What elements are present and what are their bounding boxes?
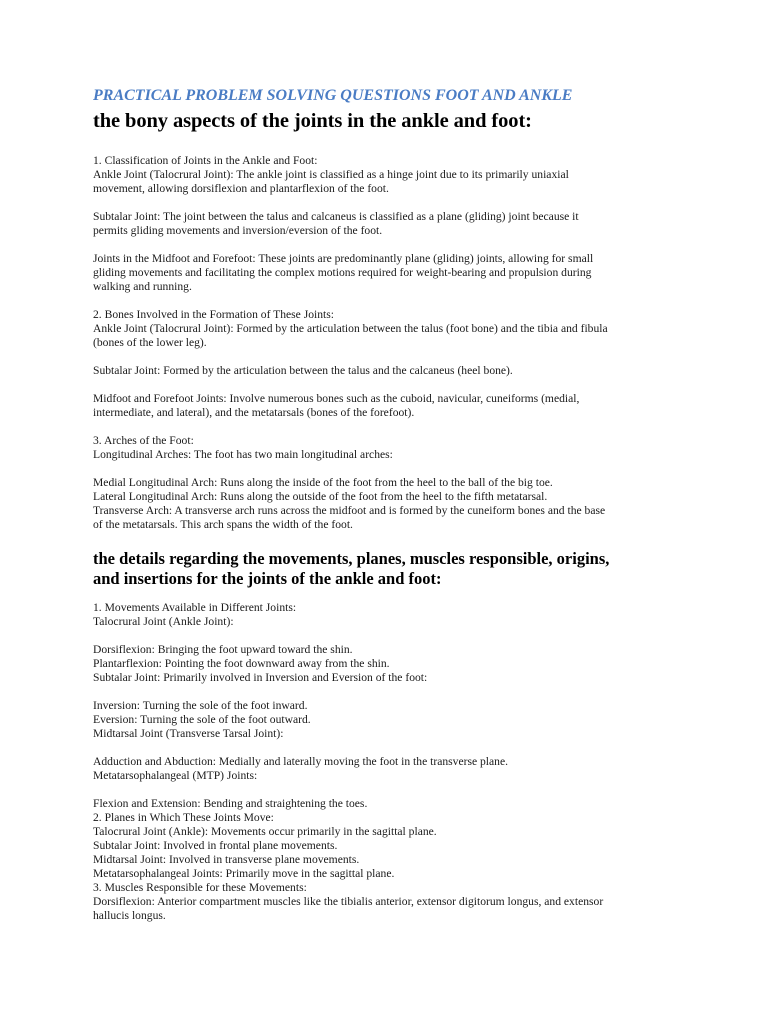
- text-line: Inversion: Turning the sole of the foot inward.: [93, 699, 308, 712]
- text-line: Transverse Arch: A transverse arch runs across the midfoot and is formed by the cuneiform bones and the base: [93, 504, 606, 517]
- blank-line: [93, 378, 678, 392]
- text-line: 3. Arches of the Foot:: [93, 434, 194, 447]
- heading-line: and insertions for the joints of the ankle and foot:: [93, 569, 442, 588]
- text-line: Medial Longitudinal Arch: Runs along the inside of the foot from the heel to the ball of the big toe.: [93, 476, 553, 489]
- heading-bony-aspects: the bony aspects of the joints in the ankle and foot:: [93, 110, 532, 132]
- heading-movements-details: [93, 549, 678, 589]
- text-line: Metatarsophalangeal (MTP) Joints:: [93, 769, 258, 782]
- text-line: gliding movements and facilitating the complex motions required for weight-bearing and propulsion during: [93, 266, 592, 279]
- heading-line: the details regarding the movements, planes, muscles responsible, origins,: [93, 549, 610, 568]
- text-line: Lateral Longitudinal Arch: Runs along the outside of the foot from the heel to the fifth metatarsal.: [93, 490, 548, 503]
- text-line: Metatarsophalangeal Joints: Primarily move in the sagittal plane.: [93, 867, 395, 880]
- text-line: Midfoot and Forefoot Joints: Involve numerous bones such as the cuboid, navicular, cuneiforms (medial,: [93, 392, 580, 405]
- blank-line: [93, 685, 678, 699]
- text-line: (bones of the lower leg).: [93, 336, 207, 349]
- blank-line: [93, 462, 678, 476]
- text-line: movement, allowing dorsiflexion and plantarflexion of the foot.: [93, 182, 389, 195]
- text-line: hallucis longus.: [93, 909, 166, 922]
- blank-line: [93, 741, 678, 755]
- text-line: Dorsiflexion: Anterior compartment muscles like the tibialis anterior, extensor digitorum longus, and extensor: [93, 895, 604, 908]
- text-line: permits gliding movements and inversion/eversion of the foot.: [93, 224, 383, 237]
- blank-line: [93, 238, 678, 252]
- section-movements-body: [93, 601, 678, 923]
- blank-line: [93, 420, 678, 434]
- text-line: Eversion: Turning the sole of the foot outward.: [93, 713, 311, 726]
- text-line: 2. Planes in Which These Joints Move:: [93, 811, 274, 824]
- text-line: Subtalar Joint: Primarily involved in Inversion and Eversion of the foot:: [93, 671, 428, 684]
- text-line: Midtarsal Joint (Transverse Tarsal Joint):: [93, 727, 284, 740]
- blank-line: [93, 783, 678, 797]
- text-line: Longitudinal Arches: The foot has two main longitudinal arches:: [93, 448, 393, 461]
- text-line: Subtalar Joint: Formed by the articulation between the talus and the calcaneus (heel bone).: [93, 364, 513, 377]
- text-line: 1. Classification of Joints in the Ankle and Foot:: [93, 154, 318, 167]
- document-page: [93, 86, 678, 923]
- document-title: PRACTICAL PROBLEM SOLVING QUESTIONS FOOT AND ANKLE: [93, 87, 573, 104]
- blank-line: [93, 350, 678, 364]
- text-line: 2. Bones Involved in the Formation of These Joints:: [93, 308, 334, 321]
- text-line: Dorsiflexion: Bringing the foot upward toward the shin.: [93, 643, 353, 656]
- text-line: Plantarflexion: Pointing the foot downward away from the shin.: [93, 657, 390, 670]
- text-line: Adduction and Abduction: Medially and laterally moving the foot in the transverse plane.: [93, 755, 509, 768]
- text-line: intermediate, and lateral), and the metatarsals (bones of the forefoot).: [93, 406, 415, 419]
- blank-line: [93, 196, 678, 210]
- text-line: Flexion and Extension: Bending and straightening the toes.: [93, 797, 368, 810]
- blank-line: [93, 294, 678, 308]
- text-line: Talocrural Joint (Ankle Joint):: [93, 615, 234, 628]
- text-line: Subtalar Joint: The joint between the talus and calcaneus is classified as a plane (gliding) joint because it: [93, 210, 579, 223]
- text-line: Ankle Joint (Talocrural Joint): The ankle joint is classified as a hinge joint due to its primarily uniaxial: [93, 168, 569, 181]
- text-line: 1. Movements Available in Different Joints:: [93, 601, 297, 614]
- text-line: walking and running.: [93, 280, 192, 293]
- text-line: Subtalar Joint: Involved in frontal plane movements.: [93, 839, 338, 852]
- text-line: Ankle Joint (Talocrural Joint): Formed by the articulation between the talus (foot bone) and the tibia and fibula: [93, 322, 608, 335]
- section-bony-aspects-body: [93, 154, 678, 532]
- text-line: Midtarsal Joint: Involved in transverse plane movements.: [93, 853, 360, 866]
- text-line: of the metatarsals. This arch spans the width of the foot.: [93, 518, 353, 531]
- text-line: Talocrural Joint (Ankle): Movements occur primarily in the sagittal plane.: [93, 825, 437, 838]
- text-line: 3. Muscles Responsible for these Movements:: [93, 881, 307, 894]
- blank-line: [93, 629, 678, 643]
- text-line: Joints in the Midfoot and Forefoot: These joints are predominantly plane (gliding) joints, allowing for small: [93, 252, 594, 265]
